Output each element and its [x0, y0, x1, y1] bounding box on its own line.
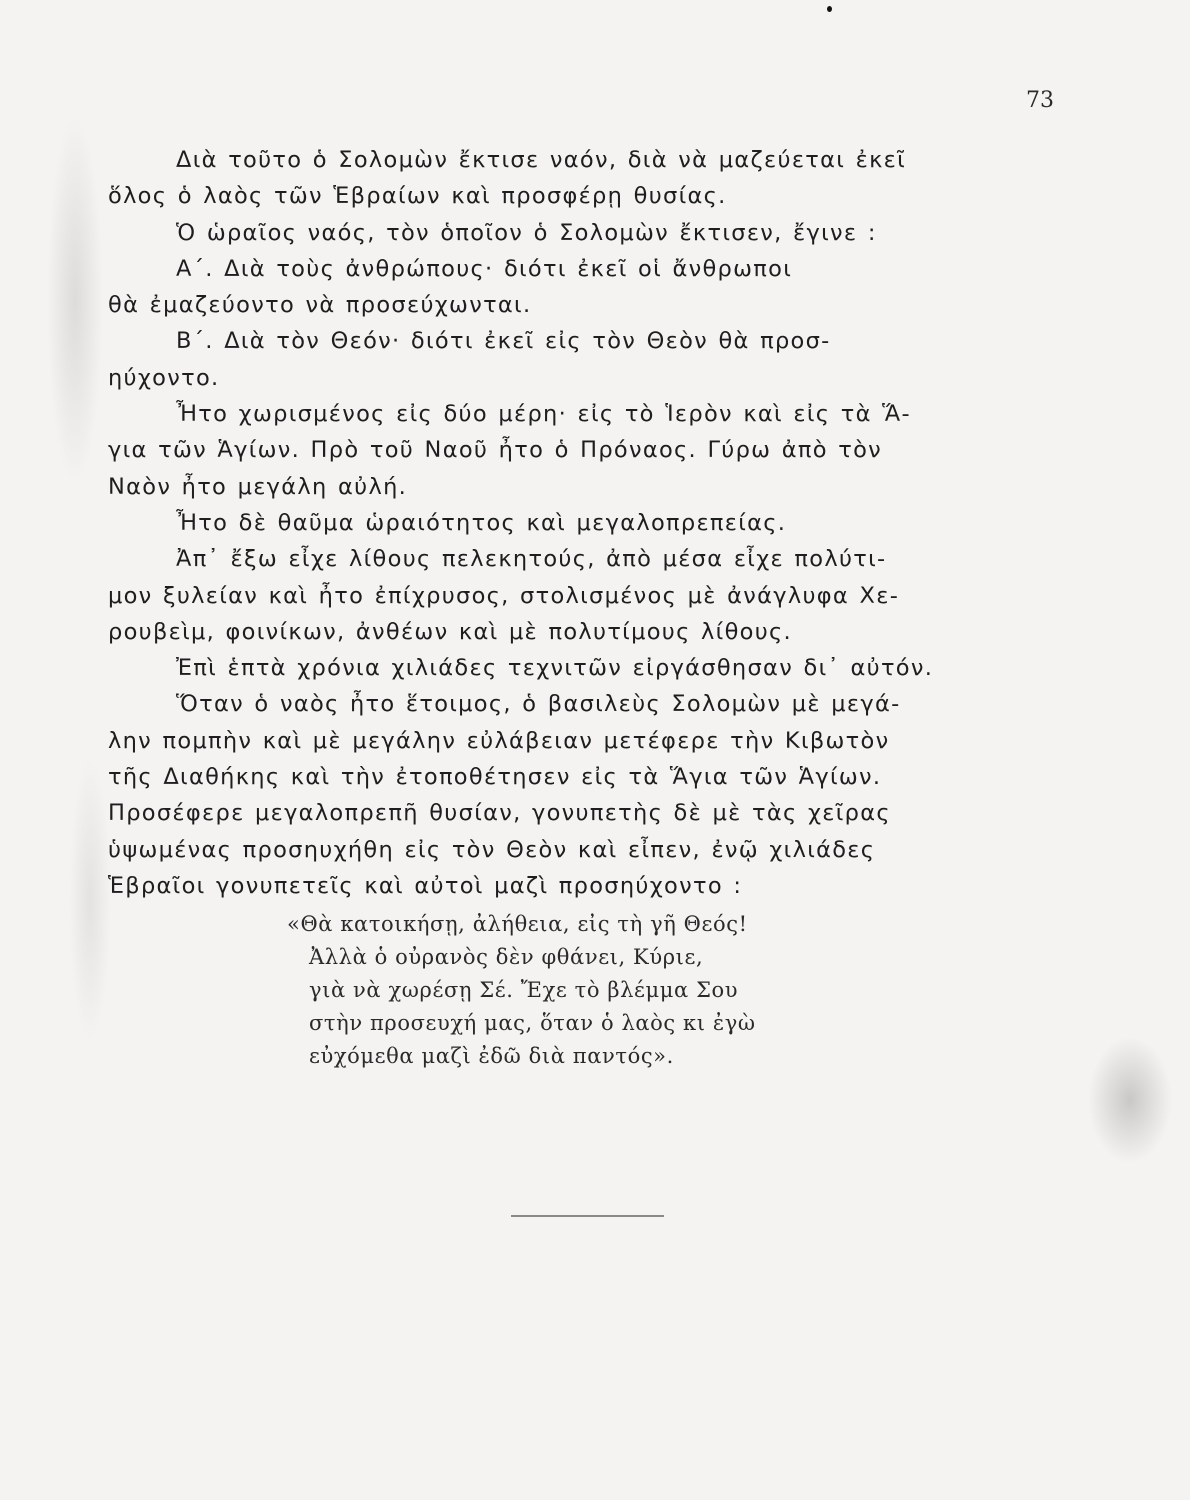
- text-line: Ναὸν ἦτο μεγάλη αὐλή.: [108, 473, 408, 500]
- text-line: Ἐπὶ ἑπτὰ χρόνια χιλιάδες τεχνιτῶν εἰργάσθησαν δι᾽ αὐτόν.: [176, 655, 934, 682]
- text-line: Ὅταν ὁ ναὸς ἦτο ἕτοιμος, ὁ βασιλεὺς Σολομὼν μὲ μεγά-: [176, 691, 901, 718]
- text-line: θὰ ἐμαζεύοντο νὰ προσεύχωνται.: [108, 292, 532, 319]
- page-number: 73: [1026, 88, 1054, 113]
- text-line: λην πομπὴν καὶ μὲ μεγάλην εὐλάβειαν μετέφερε τὴν Κιβωτὸν: [108, 727, 890, 754]
- text-line: Α΄. Διὰ τοὺς ἀνθρώπους· διότι ἐκεῖ οἱ ἄνθρωποι: [176, 255, 793, 282]
- text-line: Ἀπ᾽ ἔξω εἶχε λίθους πελεκητούς, ἀπὸ μέσα εἶχε πολύτι-: [176, 546, 887, 573]
- text-line: ὑψωμένας προσηυχήθη εἰς τὸν Θεὸν καὶ εἶπεν, ἐνῷ χιλιάδες: [108, 836, 876, 863]
- text-line: Προσέφερε μεγαλοπρεπῆ θυσίαν, γονυπετὴς δὲ μὲ τὰς χεῖρας: [108, 800, 891, 827]
- text-line: μον ξυλείαν καὶ ἦτο ἐπίχρυσος, στολισμένος μὲ ἀνάγλυφα Χε-: [108, 582, 900, 609]
- text-line: τῆς Διαθήκης καὶ τὴν ἐτοποθέτησεν εἰς τὰ Ἅγια τῶν Ἁγίων.: [108, 764, 882, 791]
- body-text: [108, 142, 1056, 904]
- text-line: ρουβεὶμ, φοινίκων, ἀνθέων καὶ μὲ πολυτίμους λίθους.: [108, 618, 792, 645]
- poem-line: εὐχόμεθα μαζὶ ἐδῶ διὰ παντός».: [309, 1044, 674, 1068]
- text-line: Β΄. Διὰ τὸν Θεόν· διότι ἐκεῖ εἰς τὸν Θεὸν θὰ προσ-: [176, 328, 831, 355]
- poem-line: Ἀλλὰ ὁ οὐρανὸς δὲν φθάνει, Κύριε,: [309, 945, 704, 969]
- text-line: ὅλος ὁ λαὸς τῶν Ἑβραίων καὶ προσφέρῃ θυσίας.: [108, 183, 727, 210]
- text-line: Ὁ ὡραῖος ναός, τὸν ὁποῖον ὁ Σολομὼν ἔκτισεν, ἔγινε :: [176, 219, 877, 246]
- poem-quote: [287, 908, 867, 1073]
- text-line: ηύχοντο.: [108, 364, 220, 391]
- text-line: Ἦτο δὲ θαῦμα ὡραιότητος καὶ μεγαλοπρεπείας.: [176, 509, 787, 536]
- poem-line: στὴν προσευχή μας, ὅταν ὁ λαὸς κι ἐγὼ: [309, 1011, 756, 1035]
- poem-line: γιὰ νὰ χωρέσῃ Σέ. Ἔχε τὸ βλέμμα Σου: [309, 978, 739, 1002]
- poem-line: «Θὰ κατοικήσῃ, ἀλήθεια, εἰς τὴ γῆ Θεός!: [287, 912, 748, 936]
- text-line: Ἑβραῖοι γονυπετεῖς καὶ αὐτοὶ μαζὶ προσηύχοντο :: [108, 872, 743, 899]
- ink-dot: [827, 6, 832, 12]
- text-line: Διὰ τοῦτο ὁ Σολομὼν ἔκτισε ναόν, διὰ νὰ μαζεύεται ἐκεῖ: [176, 147, 907, 173]
- text-line: για τῶν Ἁγίων. Πρὸ τοῦ Ναοῦ ἦτο ὁ Πρόναος. Γύρω ἀπὸ τὸν: [108, 437, 883, 464]
- section-divider: [511, 1215, 664, 1217]
- text-line: Ἦτο χωρισμένος εἰς δύο μέρη· εἰς τὸ Ἱερὸν καὶ εἰς τὰ Ἅ-: [176, 401, 911, 428]
